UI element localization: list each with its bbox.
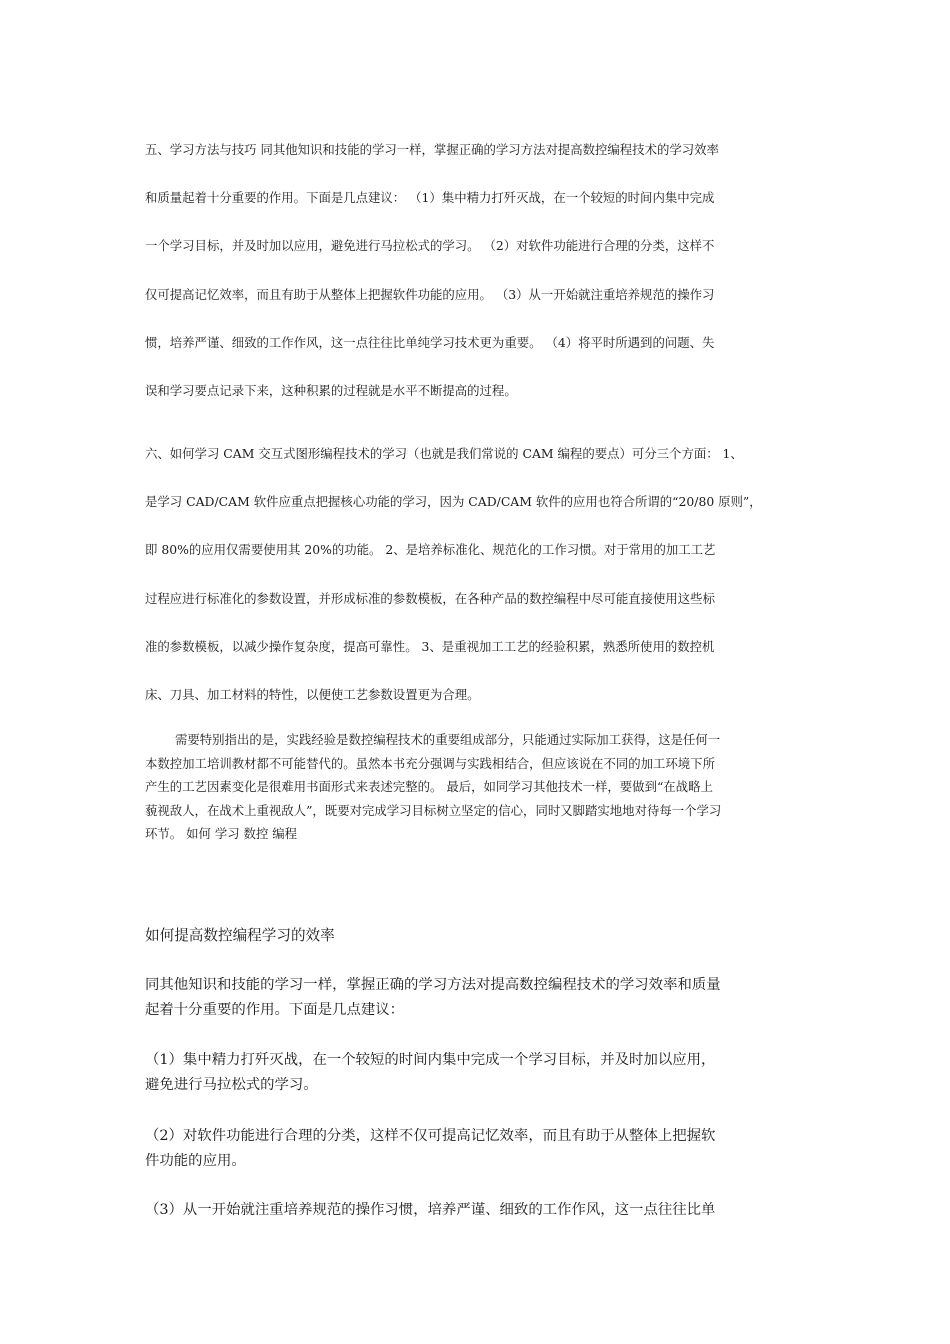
note-paragraph bbox=[145, 728, 815, 846]
text-line: 起着十分重要的作用。下面是几点建议： bbox=[145, 1001, 405, 1018]
text-line: 过程应进行标准化的参数设置，并形成标准的参数模板，在各种产品的数控编程中尽可能直接使用这些标 bbox=[145, 590, 715, 606]
section-study-methods bbox=[145, 126, 815, 415]
text-line: （3）从一开始就注重培养规范的操作习惯，培养严谨、细致的工作作风，这一点往往比单 bbox=[145, 1202, 716, 1218]
text-line: 误和学习要点记录下来，这种积累的过程就是水平不断提高的过程。 bbox=[145, 383, 517, 399]
article-tip-2 bbox=[145, 1124, 815, 1174]
article-tip-1 bbox=[145, 1048, 815, 1098]
text-line: 惯，培养严谨、细致的工作作风，这一点往往比单纯学习技术更为重要。 （4）将平时所遇到的问题、失 bbox=[145, 334, 715, 350]
text-line: 床、刀具、加工材料的特性，以便使工艺参数设置更为合理。 bbox=[145, 687, 480, 703]
text-line: （1）集中精力打歼灭战，在一个较短的时间内集中完成一个学习目标，并及时加以应用， bbox=[145, 1052, 716, 1068]
text-line: 是学习 CAD/CAM 软件应重点把握核心功能的学习，因为 CAD/CAM 软件的应用也符合所谓的“20/80 原则”， bbox=[145, 494, 762, 510]
text-line: 六、如何学习 CAM 交互式图形编程技术的学习（也就是我们常说的 CAM 编程的要点）可分三个方面： 1、 bbox=[145, 446, 743, 461]
article-title: 如何提高数控编程学习的效率 bbox=[145, 927, 335, 944]
text-line: 避免进行马拉松式的学习。 bbox=[145, 1076, 318, 1093]
text-line: 同其他知识和技能的学习一样，掌握正确的学习方法对提高数控编程技术的学习效率和质量 bbox=[145, 977, 721, 993]
text-line: 件功能的应用。 bbox=[145, 1152, 246, 1169]
text-line: 藐视敌人，在战术上重视敌人”，既要对完成学习目标树立坚定的信心，同时又脚踏实地地对待每一个学习 bbox=[145, 802, 722, 818]
article-tip-3 bbox=[145, 1198, 815, 1223]
text-line: 需要特别指出的是，实践经验是数控编程技术的重要组成部分，只能通过实际加工获得，这是任何一 bbox=[175, 732, 721, 747]
text-line: 五、学习方法与技巧 同其他知识和技能的学习一样，掌握正确的学习方法对提高数控编程技术的学习效率 bbox=[145, 142, 719, 157]
text-line: 环节。 如何 学习 数控 编程 bbox=[145, 826, 298, 842]
text-line: 一个学习目标，并及时加以应用，避免进行马拉松式的学习。 （2）对软件功能进行合理的分类，这样不 bbox=[145, 238, 715, 254]
text-line: 本数控加工培训教材都不可能替代的。虽然本书充分强调与实践相结合，但应该说在不同的加工环境下所 bbox=[145, 755, 715, 771]
text-line: 仅可提高记忆效率，而且有助于从整体上把握软件功能的应用。 （3）从一开始就注重培养规范的操作习 bbox=[145, 286, 715, 302]
section-how-to-learn-cam bbox=[145, 430, 815, 719]
text-line: 产生的工艺因素变化是很难用书面形式来表述完整的。 最后，如同学习其他技术一样，要做到“在战略上 bbox=[145, 779, 713, 795]
text-line: 即 80%的应用仅需要使用其 20%的功能。 2、是培养标准化、规范化的工作习惯。对于常用的加工工艺 bbox=[145, 542, 716, 558]
text-line: 和质量起着十分重要的作用。下面是几点建议： （1）集中精力打歼灭战，在一个较短的时间内集中完成 bbox=[145, 190, 715, 206]
text-line: 准的参数模板，以减少操作复杂度，提高可靠性。 3、是重视加工工艺的经验积累，熟悉所使用的数控机 bbox=[145, 638, 715, 654]
article-intro bbox=[145, 973, 815, 1023]
text-line: （2）对软件功能进行合理的分类，这样不仅可提高记忆效率，而且有助于从整体上把握软 bbox=[145, 1128, 716, 1144]
